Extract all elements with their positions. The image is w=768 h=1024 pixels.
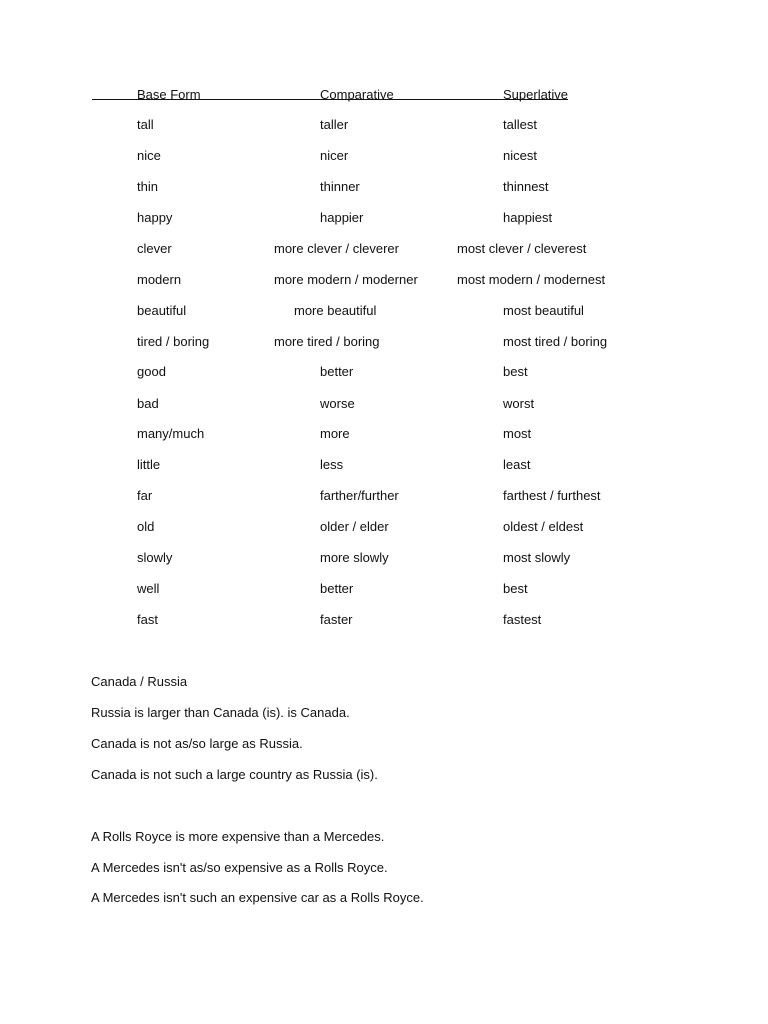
comparative-cell: thinner bbox=[320, 179, 360, 194]
example-sentence: A Mercedes isn't as/so expensive as a Rolls Royce. bbox=[91, 860, 388, 875]
superlative-cell: most modern / modernest bbox=[457, 272, 606, 287]
base-form-cell: nice bbox=[137, 148, 161, 163]
example-sentence: A Rolls Royce is more expensive than a Mercedes. bbox=[91, 829, 385, 844]
base-form-cell: modern bbox=[137, 272, 182, 287]
comparative-cell: less bbox=[320, 457, 344, 472]
comparative-cell: more clever / cleverer bbox=[274, 241, 399, 256]
header-underline bbox=[92, 99, 568, 100]
table-row bbox=[0, 240, 768, 258]
table-row bbox=[0, 395, 768, 413]
base-form-cell: fast bbox=[137, 612, 158, 627]
superlative-cell: oldest / eldest bbox=[503, 519, 584, 534]
table-row bbox=[0, 302, 768, 320]
example-sentence: Russia is larger than Canada (is). is Canada. bbox=[91, 705, 350, 720]
superlative-cell: most bbox=[503, 426, 532, 441]
example-sentence: A Mercedes isn't such an expensive car as a Rolls Royce. bbox=[91, 890, 424, 905]
comparative-cell: better bbox=[320, 581, 354, 596]
base-form-cell: clever bbox=[137, 241, 172, 256]
superlative-cell: tallest bbox=[503, 117, 537, 132]
table-row bbox=[0, 147, 768, 165]
superlative-cell: fastest bbox=[503, 612, 542, 627]
base-form-cell: tired / boring bbox=[137, 334, 210, 349]
comparative-cell: nicer bbox=[320, 148, 349, 163]
table-row bbox=[0, 487, 768, 505]
table-row bbox=[0, 116, 768, 134]
comparative-cell: farther/further bbox=[320, 488, 399, 503]
comparative-cell: happier bbox=[320, 210, 364, 225]
superlative-cell: most clever / cleverest bbox=[457, 241, 587, 256]
table-row bbox=[0, 425, 768, 443]
base-form-cell: many/much bbox=[137, 426, 205, 441]
superlative-cell: most beautiful bbox=[503, 303, 584, 318]
example-sentence: Canada is not such a large country as Russia (is). bbox=[91, 767, 378, 782]
superlative-cell: best bbox=[503, 364, 528, 379]
header-comparative: Comparative bbox=[320, 87, 394, 102]
table-row bbox=[0, 549, 768, 567]
superlative-cell: happiest bbox=[503, 210, 553, 225]
comparative-cell: older / elder bbox=[320, 519, 389, 534]
comparative-cell: more slowly bbox=[320, 550, 389, 565]
comparative-cell: better bbox=[320, 364, 354, 379]
comparative-cell: faster bbox=[320, 612, 353, 627]
comparative-cell: more modern / moderner bbox=[274, 272, 418, 287]
table-row bbox=[0, 611, 768, 629]
base-form-cell: good bbox=[137, 364, 166, 379]
table-row bbox=[0, 271, 768, 289]
comparative-cell: more tired / boring bbox=[274, 334, 380, 349]
superlative-cell: nicest bbox=[503, 148, 537, 163]
comparative-cell: more bbox=[320, 426, 350, 441]
table-row bbox=[0, 333, 768, 351]
base-form-cell: slowly bbox=[137, 550, 173, 565]
table-header-row bbox=[0, 86, 768, 104]
base-form-cell: tall bbox=[137, 117, 154, 132]
table-row bbox=[0, 363, 768, 381]
base-form-cell: happy bbox=[137, 210, 173, 225]
superlative-cell: thinnest bbox=[503, 179, 549, 194]
base-form-cell: bad bbox=[137, 396, 159, 411]
superlative-cell: most tired / boring bbox=[503, 334, 608, 349]
base-form-cell: little bbox=[137, 457, 161, 472]
base-form-cell: beautiful bbox=[137, 303, 187, 318]
superlative-cell: worst bbox=[503, 396, 535, 411]
superlative-cell: most slowly bbox=[503, 550, 571, 565]
example-sentence: Canada is not as/so large as Russia. bbox=[91, 736, 303, 751]
base-form-cell: well bbox=[137, 581, 160, 596]
base-form-cell: far bbox=[137, 488, 153, 503]
base-form-cell: old bbox=[137, 519, 155, 534]
header-base-form: Base Form bbox=[137, 87, 201, 102]
superlative-cell: farthest / furthest bbox=[503, 488, 601, 503]
comparative-cell: worse bbox=[320, 396, 355, 411]
base-form-cell: thin bbox=[137, 179, 158, 194]
table-row bbox=[0, 518, 768, 536]
superlative-cell: least bbox=[503, 457, 531, 472]
comparative-cell: more beautiful bbox=[294, 303, 377, 318]
superlative-cell: best bbox=[503, 581, 528, 596]
table-row bbox=[0, 580, 768, 598]
header-superlative: Superlative bbox=[503, 87, 569, 102]
comparative-cell: taller bbox=[320, 117, 349, 132]
example-heading: Canada / Russia bbox=[91, 674, 188, 689]
table-row bbox=[0, 456, 768, 474]
table-row bbox=[0, 178, 768, 196]
table-row bbox=[0, 209, 768, 227]
